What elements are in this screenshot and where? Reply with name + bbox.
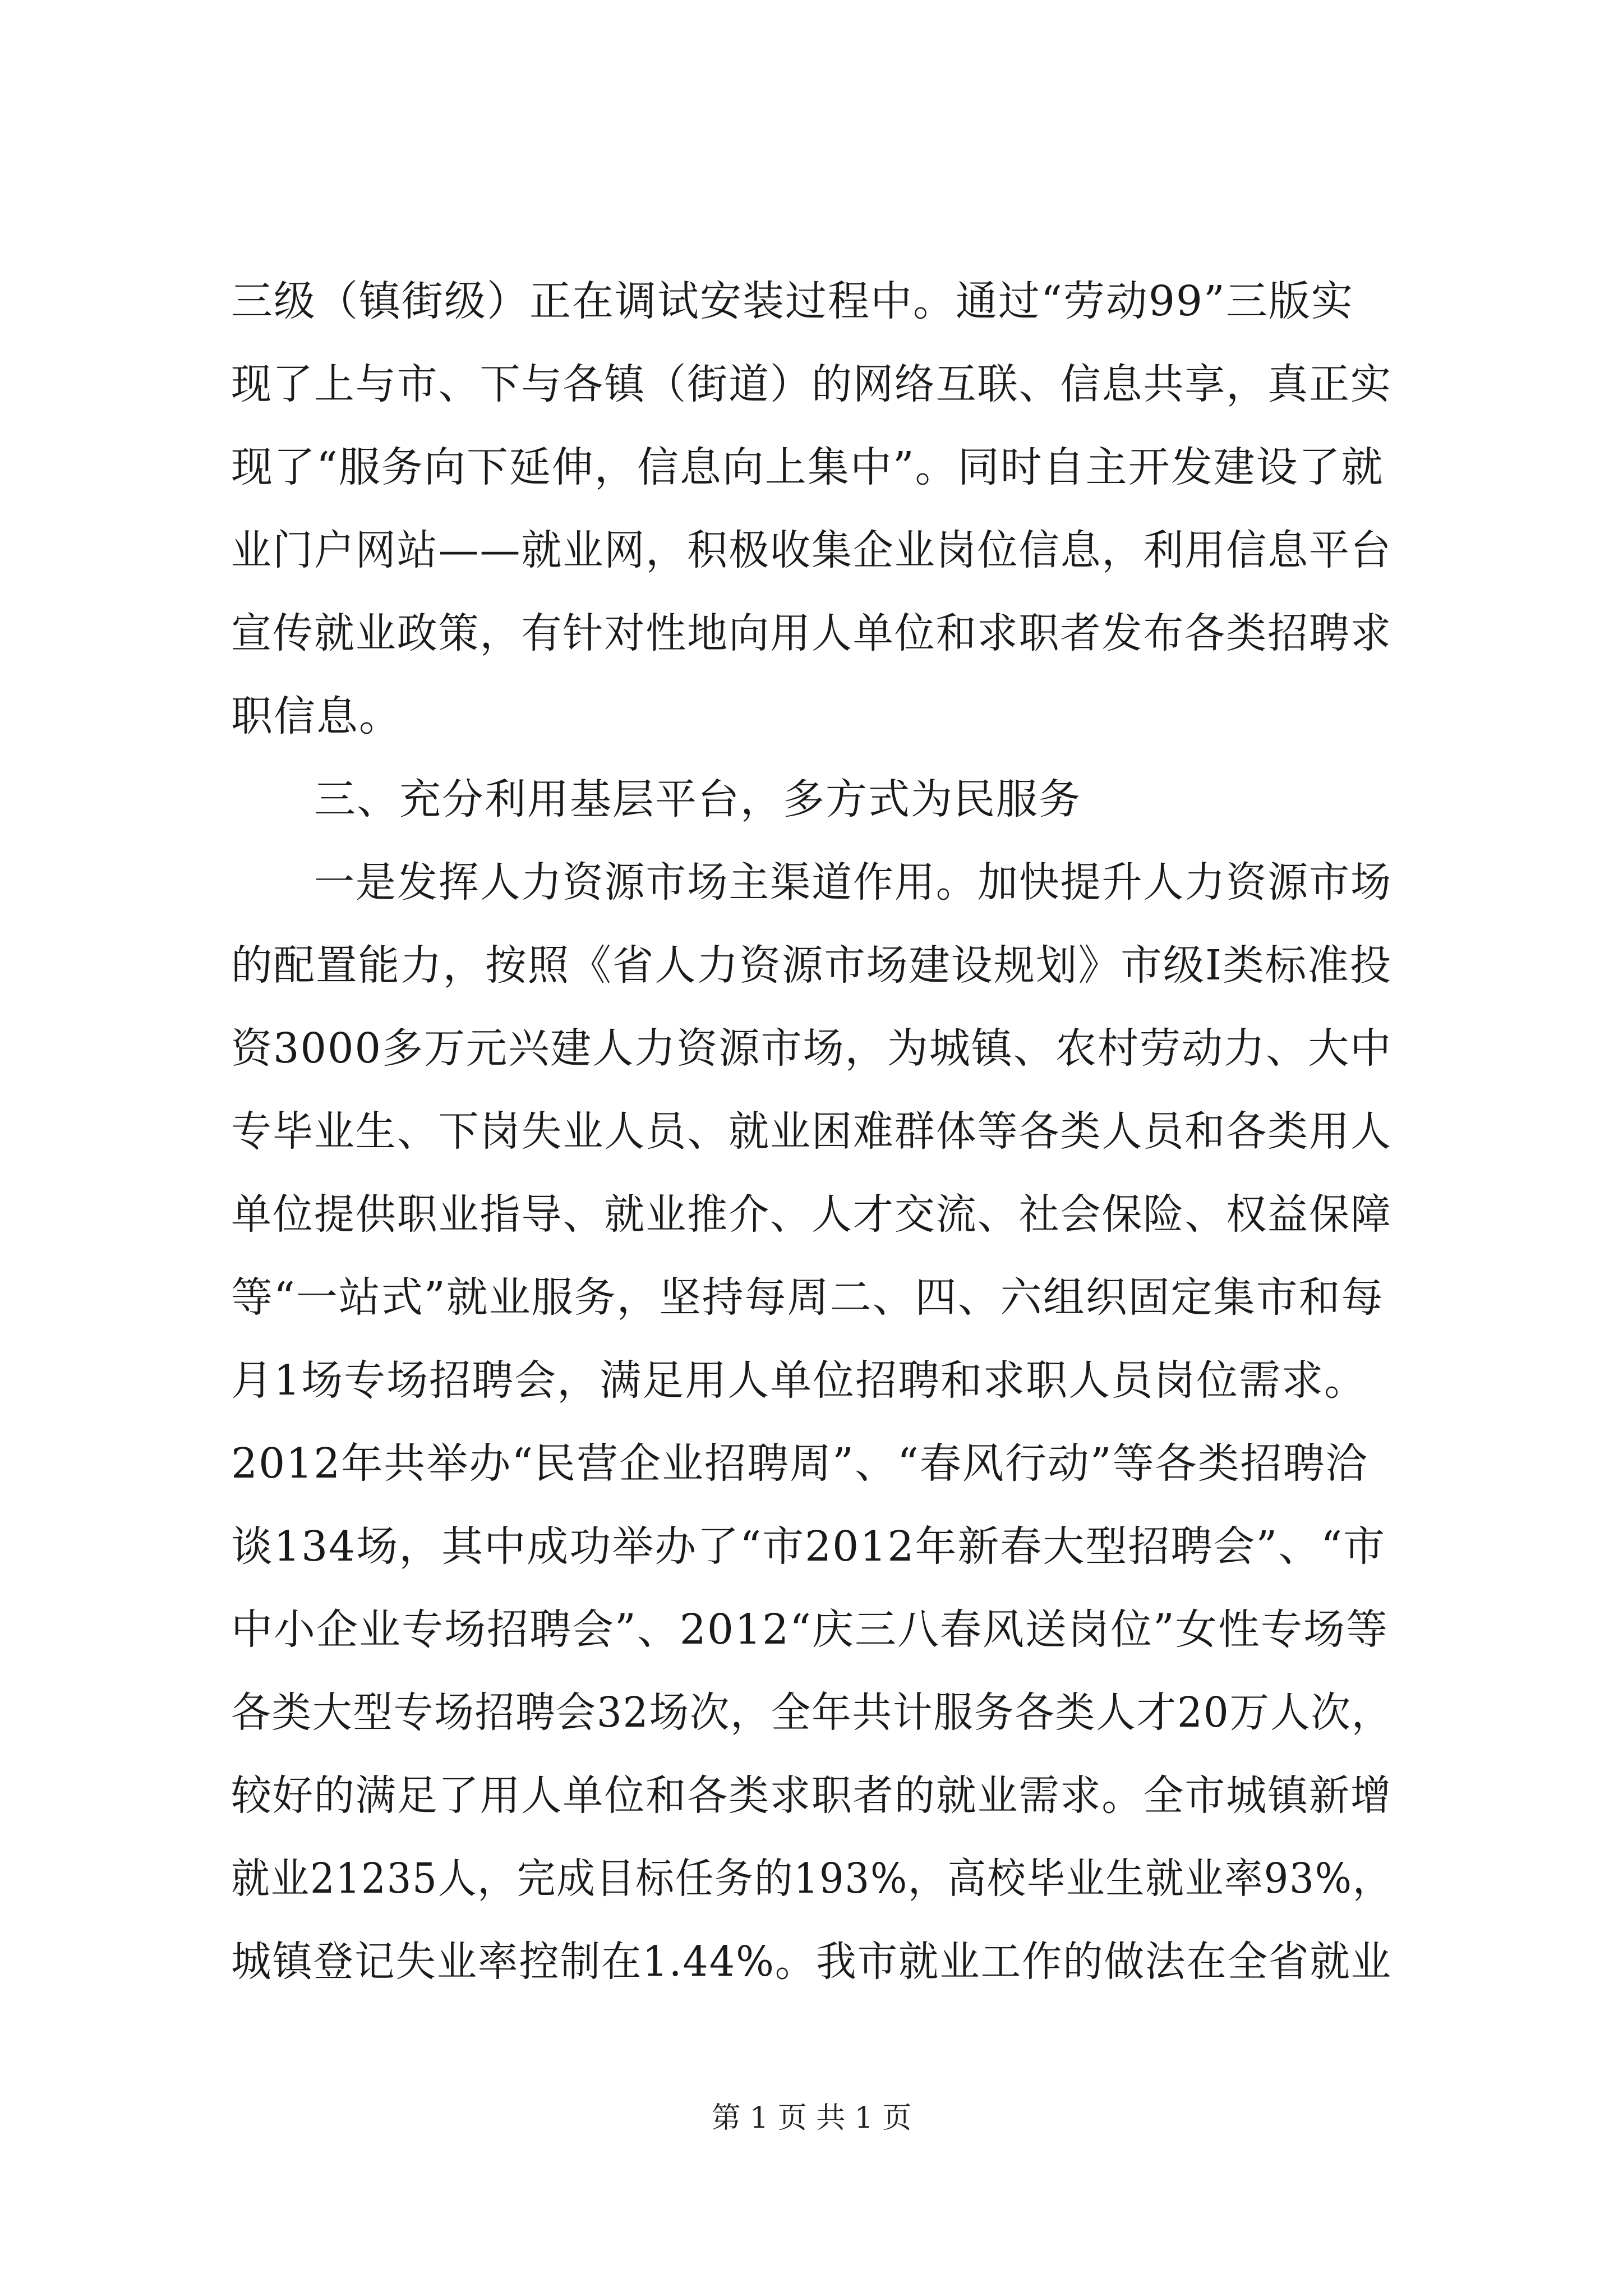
- body-text-line: 专毕业生、下岗失业人员、就业困难群体等各类人员和各类用人: [231, 1107, 1392, 1156]
- body-text-line: 谈134场，其中成功举办了“市2012年新春大型招聘会”、“市: [231, 1522, 1386, 1571]
- body-text-line: 2012年共举办“民营企业招聘周”、“春风行动”等各类招聘洽: [231, 1439, 1368, 1488]
- body-text-line: 各类大型专场招聘会32场次，全年共计服务各类人才20万人次，: [231, 1688, 1393, 1737]
- page-number-footer: 第 1 页 共 1 页: [711, 2101, 912, 2135]
- body-text-line: 单位提供职业指导、就业推介、人才交流、社会保险、权益保障: [231, 1190, 1392, 1239]
- section-heading: 三、充分利用基层平台，多方式为民服务: [314, 775, 1081, 823]
- body-text-line: 现了上与市、下与各镇（街道）的网络互联、信息共享，真正实: [231, 360, 1392, 408]
- body-text-line: 资3000多万元兴建人力资源市场，为城镇、农村劳动力、大中: [231, 1024, 1393, 1073]
- body-text-line: 现了“服务向下延伸，信息向上集中”。同时自主开发建设了就: [231, 443, 1384, 491]
- body-text-line: 等“一站式”就业服务，坚持每周二、四、六组织固定集市和每: [231, 1273, 1384, 1322]
- body-text-line: 中小企业专场招聘会”、2012“庆三八春风送岗位”女性专场等: [231, 1605, 1389, 1654]
- body-text-line: 宣传就业政策，有针对性地向用人单位和求职者发布各类招聘求: [231, 609, 1392, 657]
- body-text-line: 职信息。: [231, 692, 402, 740]
- body-text-line: 三级（镇街级）正在调试安装过程中。通过“劳动99”三版实: [231, 277, 1354, 325]
- body-text-line: 的配置能力，按照《省人力资源市场建设规划》市级Ⅰ类标准投: [231, 941, 1393, 990]
- body-text-line: 一是发挥人力资源市场主渠道作用。加快提升人力资源市场: [314, 858, 1393, 907]
- body-text-line: 月1场专场招聘会，满足用人单位招聘和求职人员岗位需求。: [231, 1356, 1367, 1405]
- body-text-line: 就业21235人，完成目标任务的193%，高校毕业生就业率93%，: [231, 1855, 1393, 1903]
- body-text-line: 业门户网站——就业网，积极收集企业岗位信息，利用信息平台: [231, 526, 1392, 574]
- body-text-line: 较好的满足了用人单位和各类求职者的就业需求。全市城镇新增: [231, 1772, 1392, 1820]
- body-text-line: 城镇登记失业率控制在1.44%。我市就业工作的做法在全省就业: [231, 1938, 1393, 1986]
